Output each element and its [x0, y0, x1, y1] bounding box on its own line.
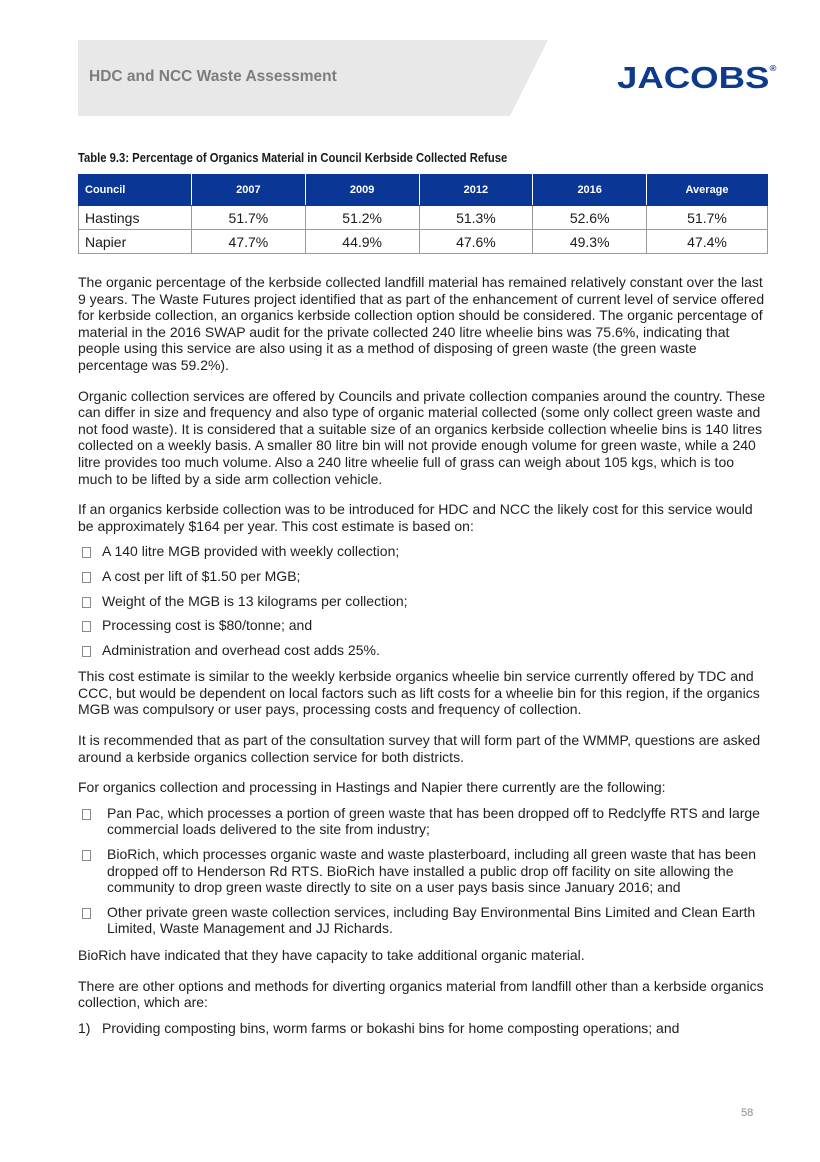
paragraph: For organics collection and processing in Hastings and Napier there currently are the following:: [78, 779, 666, 796]
table-cell: 51.2%: [305, 206, 419, 230]
bullet-box-icon: [82, 621, 91, 632]
list-item: A 140 litre MGB provided with weekly collection;: [78, 543, 768, 560]
bullet-box-icon: [82, 850, 91, 861]
table-header-cell: 2012: [419, 175, 533, 206]
table-cell: Hastings: [79, 206, 192, 230]
list-item: Administration and overhead cost adds 25%.: [78, 642, 768, 659]
paragraph: It is recommended that as part of the consultation survey that will form part of the WMMP, questions are asked around a kerbside organics collection service for both districts.: [78, 732, 761, 765]
list-item: A cost per lift of $1.50 per MGB;: [78, 568, 768, 585]
header-title: HDC and NCC Waste Assessment: [89, 68, 337, 85]
table-cell: 44.9%: [305, 230, 419, 254]
list-item: BioRich, which processes organic waste and waste plasterboard, including all green waste that has been dropped off to Henderson Rd RTS. BioRich have installed a public drop off facility on site allowing the community to drop green waste directly to site on a user pays basis since January 2016; and: [78, 846, 768, 896]
bullet-box-icon: [82, 646, 91, 657]
table-cell: 49.3%: [533, 230, 647, 254]
paragraph: BioRich have indicated that they have capacity to take additional organic material.: [78, 947, 585, 963]
list-item: Other private green waste collection services, including Bay Environmental Bins Limited and Clean Earth Limited, Waste Management and JJ Richards.: [78, 904, 768, 937]
page-number: 58: [741, 1107, 754, 1119]
table-header-cell: 2009: [305, 175, 419, 206]
list-item: Weight of the MGB is 13 kilograms per collection;: [78, 593, 768, 610]
bullet-box-icon: [82, 597, 91, 608]
bullet-box-icon: [82, 547, 91, 558]
bullet-box-icon: [82, 809, 91, 820]
table-cell: 47.7%: [192, 230, 306, 254]
table-cell: 51.7%: [647, 206, 768, 230]
paragraph: This cost estimate is similar to the weekly kerbside organics wheelie bin service currently offered by TDC and CCC, but would be dependent on local factors such as lift costs for a wheelie bin for this region, if the organics MGB was compulsory or user pays, processing costs and frequency of collection.: [78, 668, 760, 718]
table-cell: Napier: [79, 230, 192, 254]
table-cell: 47.4%: [647, 230, 768, 254]
table-caption: Table 9.3: Percentage of Organics Material in Council Kerbside Collected Refuse: [78, 151, 508, 165]
table-header-cell: Average: [647, 175, 768, 206]
paragraph: The organic percentage of the kerbside collected landfill material has remained relatively constant over the last 9 years. The Waste Futures project identified that as part of the enhancement of current level of service offered for kerbside collection, an organics kerbside collection option should be considered. The organic percentage of material in the 2016 SWAP audit for the private collected 240 litre wheelie bins was 75.6%, indicating that people using this service are also using it as a method of disposing of green waste (the green waste percentage was 59.2%).: [78, 274, 765, 373]
list-item: Processing cost is $80/tonne; and: [78, 617, 768, 634]
table-header-row: [79, 175, 768, 206]
list-item: Pan Pac, which processes a portion of green waste that has been dropped off to Redclyffe RTS and large commercial loads delivered to the site from industry;: [78, 805, 768, 838]
table-cell: 51.7%: [192, 206, 306, 230]
list-item: 1) Providing composting bins, worm farms or bokashi bins for home composting operations; and: [78, 1019, 680, 1036]
body-text: [78, 274, 768, 1036]
table-row: [79, 230, 768, 254]
organics-table: [78, 174, 768, 254]
table-cell: 52.6%: [533, 206, 647, 230]
paragraph: Organic collection services are offered by Councils and private collection companies around the country. These can differ in size and frequency and also type of organic material collected (some only collect green waste and not food waste). It is considered that a suitable size of an organics kerbside collection wheelie bins is 140 litres collected on a weekly basis. A smaller 80 litre bin will not provide enough volume for green waste, while a 240 litre provides too much volume. Also a 240 litre wheelie full of grass can weigh about 105 kgs, which is too much to be lifted by a side arm collection vehicle.: [78, 387, 766, 487]
table-header-cell: 2007: [192, 175, 306, 206]
bullet-box-icon: [82, 908, 91, 919]
table-row: [79, 206, 768, 230]
paragraph: There are other options and methods for diverting organics material from landfill other than a kerbside organics collection, which are:: [78, 977, 764, 1011]
bullet-box-icon: [82, 572, 91, 583]
jacobs-logo: JACOBS®: [617, 60, 777, 95]
processor-bullet-list: [78, 805, 768, 937]
cost-bullet-list: [78, 543, 768, 658]
paragraph: If an organics kerbside collection was to be introduced for HDC and NCC the likely cost for this service would be approximately $164 per year. This cost estimate is based on:: [78, 501, 753, 534]
table-cell: 51.3%: [419, 206, 533, 230]
table-header-cell: Council: [79, 175, 192, 206]
numbered-list: [78, 1020, 768, 1037]
table-cell: 47.6%: [419, 230, 533, 254]
table-header-cell: 2016: [533, 175, 647, 206]
